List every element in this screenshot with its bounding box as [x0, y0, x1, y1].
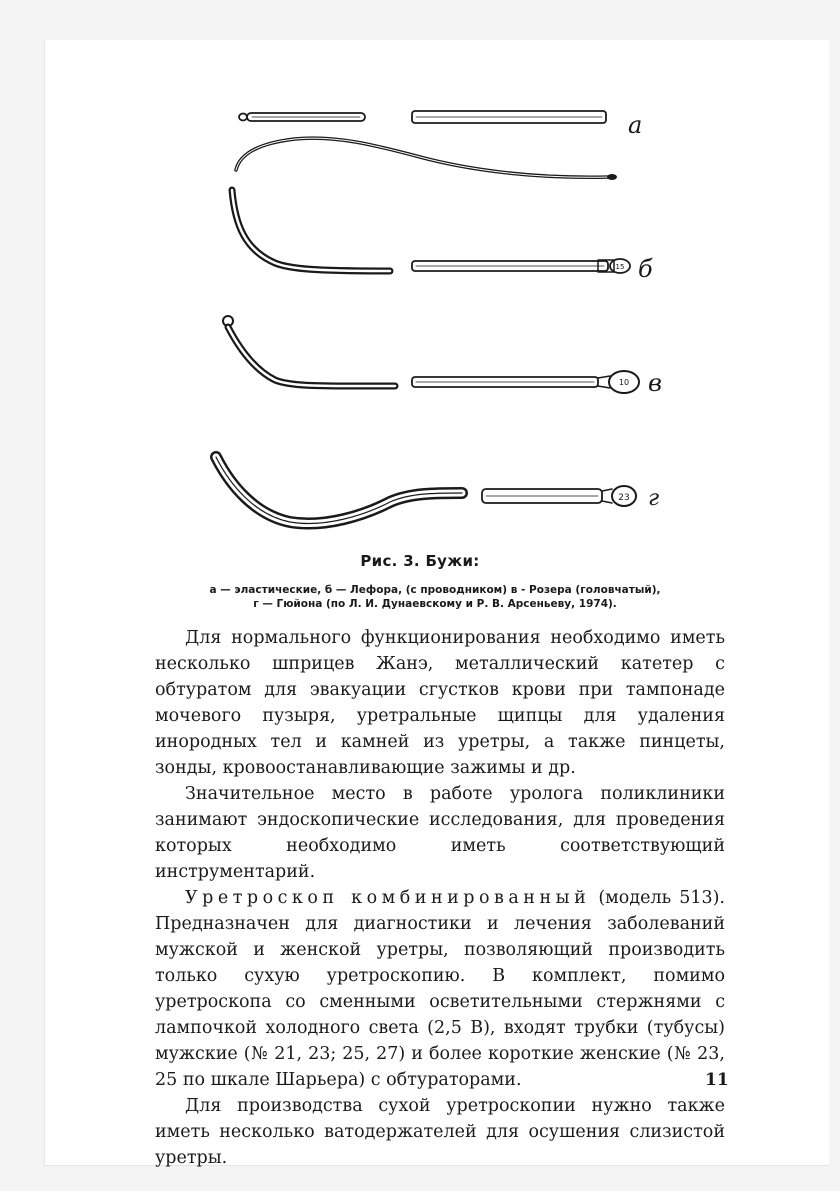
legend-line-1: а — эластические, б — Лефора, (с проводником) в - Розера (головчатый),: [209, 584, 661, 596]
paragraph-1: Для нормального функционирования необходимо иметь несколько шприцев Жанэ, металлический катетер с обтуратом для эвакуации сгустков крови при тампонаде мочевого пузыря, уретральные щипцы для удаления инородных тел и камней из уретры, а также пинцеты, зонды, кровоостанавливающие зажимы и др.: [155, 628, 725, 778]
bougie-v-curved: [228, 327, 395, 386]
term-urethroscope: Уретроскоп комбинированный: [185, 888, 591, 908]
label-g: г: [648, 486, 660, 511]
label-a: а: [628, 111, 643, 139]
paragraph-3: [155, 885, 725, 1093]
mark-g: 23: [618, 493, 630, 503]
bougie-b-group: [232, 190, 653, 283]
bougie-a-group: [236, 111, 642, 180]
bougie-b-curved: [232, 190, 390, 271]
paragraph-2: Значительное место в работе уролога поликлиники занимают эндоскопические исследования, для проведения которых необходимо иметь соответствующий инструментарий.: [155, 784, 725, 882]
bougie-b-straight: [412, 259, 630, 273]
bougie-g-curved: [216, 457, 462, 524]
legend-line-2: г — Гюйона (по Л. И. Дунаевскому и Р. В. Арсеньеву, 1974).: [253, 598, 617, 610]
label-v: в: [648, 369, 662, 397]
figure-legend: [170, 583, 700, 611]
bougie-g-group: [216, 457, 659, 524]
bougie-a-long: [412, 111, 606, 123]
bougie-g-straight: [482, 486, 636, 506]
figure-caption: Рис. 3. Бужи:: [360, 552, 480, 570]
bougie-a-short: [239, 113, 365, 121]
bougie-v-straight: [412, 371, 639, 393]
paragraph-4: Для производства сухой уретроскопии нужно также иметь несколько ватодержателей для осушения слизистой уретры.: [155, 1096, 725, 1168]
bougie-figure: [200, 95, 680, 545]
bougie-v-group: [223, 316, 662, 397]
page-number: 11: [705, 1070, 729, 1090]
label-b: б: [638, 255, 653, 283]
paragraph-3-rest: (модель 513). Предназначен для диагностики и лечения заболеваний мужской и женской уретры, позволяющий производить только сухую уретроскопию. В комплект, помимо уретроскопа со сменными осветительными стержнями с лампочкой холодного света (2,5 В), входят трубки (тубусы) мужские (№ 21, 23; 25, 27) и более короткие женские (№ 23, 25 по шкале Шарьера) с обтураторами.: [155, 888, 725, 1090]
mark-b: 15: [615, 263, 625, 271]
body-text: [155, 625, 725, 1171]
mark-v: 10: [618, 378, 630, 387]
